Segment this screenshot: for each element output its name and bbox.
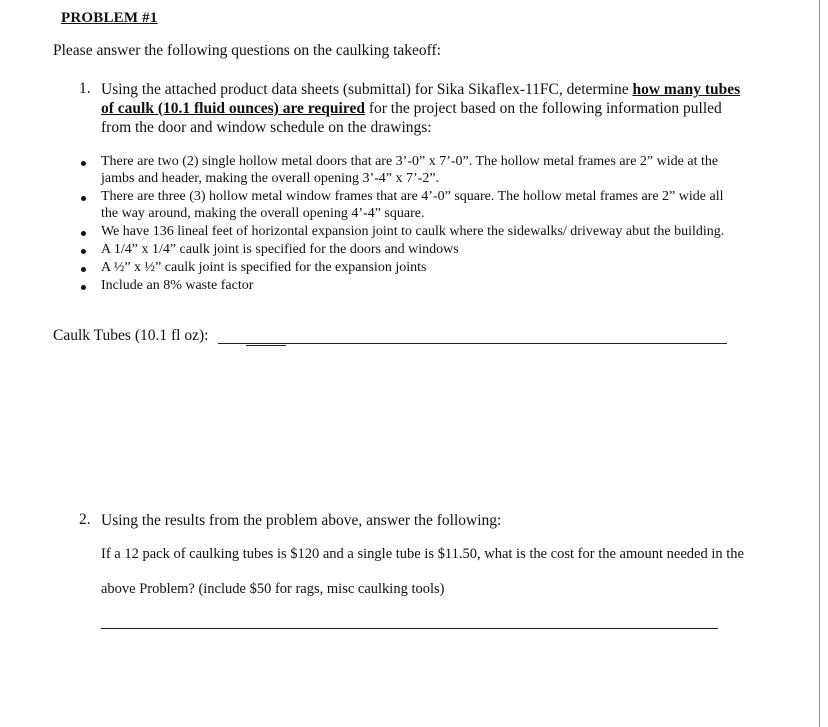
question-1-emphasis: how many tubes (632, 81, 741, 98)
question-1-line-1 (101, 80, 740, 99)
bullet-text: There are three (3) hollow metal window frames that are 4’-0” square. The hollow metal frames are 2” wide all (101, 189, 724, 204)
question-1-number: 1. (79, 80, 91, 97)
bullet-text: Include an 8% waste factor (101, 278, 254, 293)
bullet-dot (81, 231, 86, 236)
question-2-detail-line-1: If a 12 pack of caulking tubes is $120 and a single tube is $11.50, what is the cost for the amount needed in the (101, 546, 744, 562)
bullet-text: There are two (2) single hollow metal doors that are 3’-0” x 7’-0”. The hollow metal frames are 2” wide at the (101, 154, 719, 169)
bullet-text-cont: jambs and header, making the overall opening 3’-4” x 7’-2”. (101, 171, 440, 186)
question-1-line-2 (101, 99, 722, 118)
bullet-dot (81, 249, 86, 254)
question-1-text: Using the attached product data sheets (submittal) for Sika Sikaflex-11FC, determine (101, 81, 633, 98)
question-2-answer-line[interactable] (101, 628, 718, 629)
bullet-text: A ½” x ½” caulk joint is specified for the expansion joints (101, 260, 427, 275)
question-1-line-3: from the door and window schedule on the drawings: (101, 119, 432, 136)
bullet-dot (81, 196, 86, 201)
caulk-tubes-answer-line[interactable] (218, 343, 727, 344)
bullet-dot (81, 161, 86, 166)
bullet-text: We have 136 lineal feet of horizontal expansion joint to caulk where the sidewalks/ driveway abut the building. (101, 224, 725, 239)
page-edge (819, 0, 820, 727)
bullet-dot (81, 267, 86, 272)
problem-title: PROBLEM #1 (61, 10, 158, 26)
intro-text: Please answer the following questions on the caulking takeoff: (53, 42, 441, 59)
bullet-dot (81, 285, 86, 290)
answer-line-accent (246, 345, 286, 346)
bullet-text: A 1/4” x 1/4” caulk joint is specified for the doors and windows (101, 242, 459, 257)
question-1-emphasis-cont: of caulk (10.1 fluid ounces) are required (101, 100, 365, 117)
question-2-number: 2. (79, 511, 91, 528)
caulk-tubes-label: Caulk Tubes (10.1 fl oz): (53, 327, 209, 344)
bullet-text-cont: the way around, making the overall opening 4’-4” square. (101, 206, 425, 221)
question-1-text-cont: for the project based on the following information pulled (364, 100, 722, 117)
question-2-detail-line-2: above Problem? (include $50 for rags, misc caulking tools) (101, 581, 445, 597)
question-2-text: Using the results from the problem above, answer the following: (101, 512, 502, 529)
